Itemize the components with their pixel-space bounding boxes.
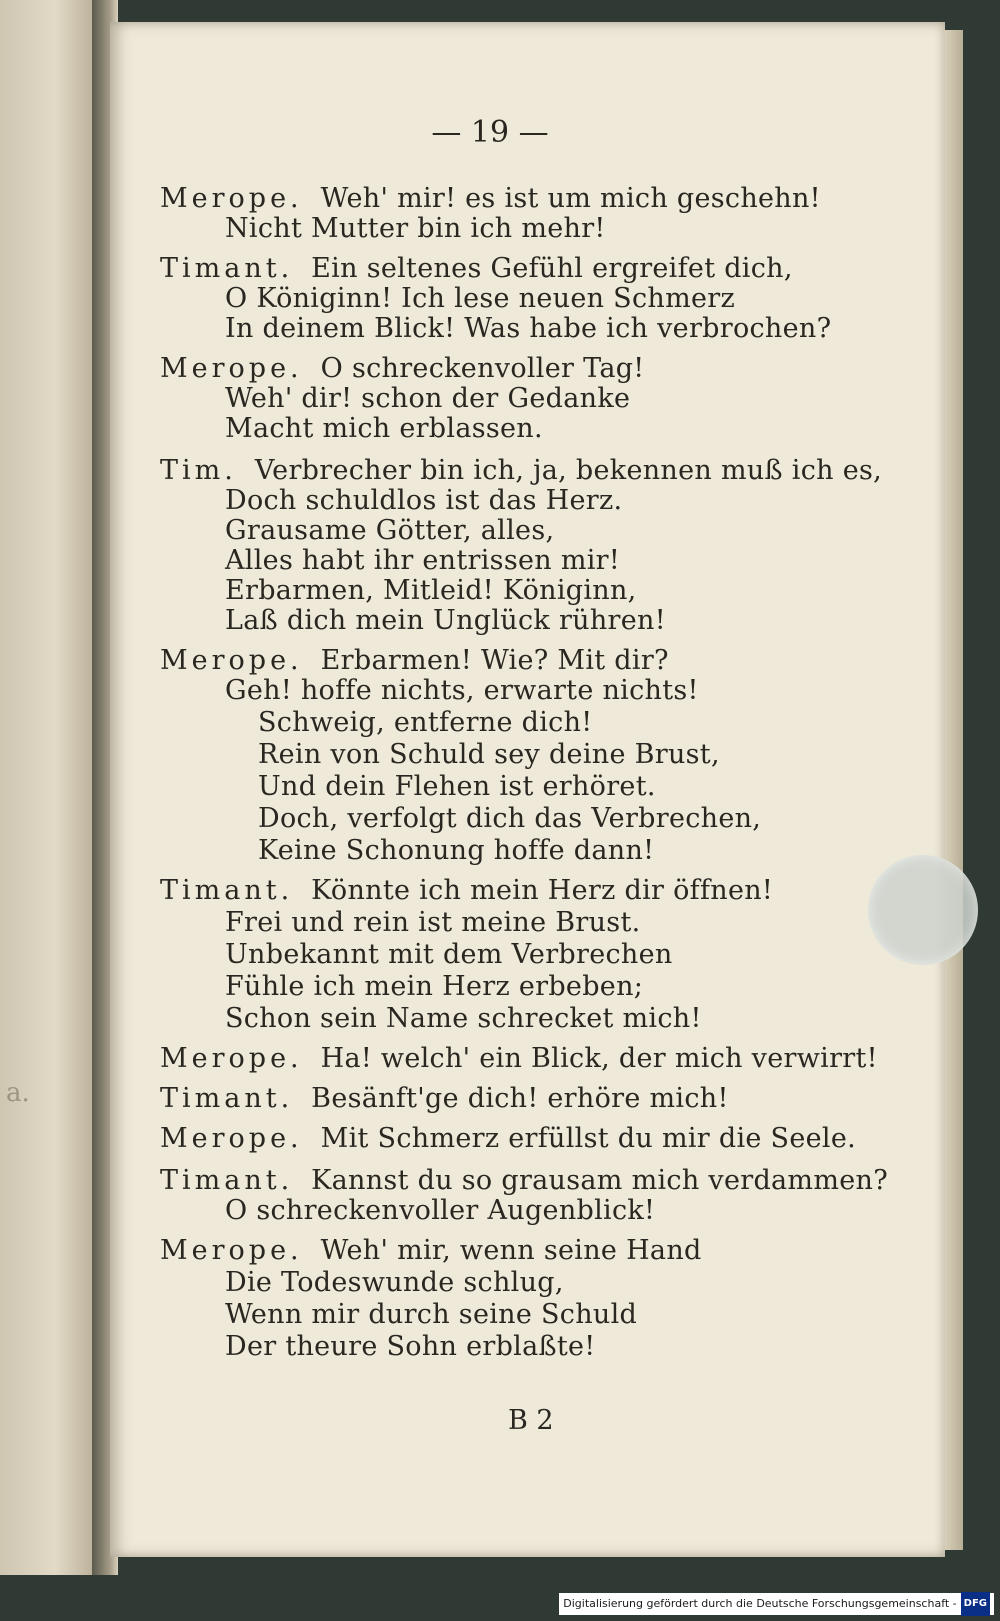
line-text: Und dein Flehen ist erhöret. <box>258 771 656 802</box>
dialogue-line <box>225 1003 702 1034</box>
page-clip <box>868 855 978 965</box>
dialogue-line <box>160 1123 856 1154</box>
line-text: Weh' mir, wenn seine Hand <box>320 1235 702 1266</box>
line-text: Ein seltenes Gefühl ergreifet dich, <box>311 253 793 284</box>
page-number: — 19 — <box>431 115 549 150</box>
dialogue-line <box>225 675 699 706</box>
line-text: Geh! hoffe nichts, erwarte nichts! <box>225 675 699 706</box>
left-page <box>0 0 92 1575</box>
dialogue-line <box>258 739 720 770</box>
line-text: Der theure Sohn erblaßte! <box>225 1331 596 1362</box>
dialogue-line <box>225 971 643 1002</box>
line-text: Doch, verfolgt dich das Verbrechen, <box>258 803 762 834</box>
speaker-name: Merope. <box>160 183 303 214</box>
line-text: Schweig, entferne dich! <box>258 707 593 738</box>
speaker-name: Merope. <box>160 1235 303 1266</box>
dialogue-line <box>225 575 637 606</box>
speaker-name: Timant. <box>160 253 294 284</box>
footer-text: Digitalisierung gefördert durch die Deutsche Forschungsgemeinschaft - <box>563 1597 957 1610</box>
dialogue-line <box>258 803 761 834</box>
line-text: In deinem Blick! Was habe ich verbrochen? <box>225 313 832 344</box>
dialogue-line <box>160 353 644 384</box>
dialogue-line <box>160 253 793 284</box>
line-text: Könnte ich mein Herz dir öffnen! <box>311 875 774 906</box>
signature-mark: B 2 <box>508 1405 554 1436</box>
line-text: Die Todeswunde schlug, <box>225 1267 564 1298</box>
dialogue-line <box>225 485 622 516</box>
line-text: Wenn mir durch seine Schuld <box>225 1299 638 1330</box>
line-text: Ha! welch' ein Blick, der mich verwirrt! <box>320 1043 878 1074</box>
line-text: Rein von Schuld sey deine Brust, <box>258 739 720 770</box>
speaker-name: Tim. <box>160 455 237 486</box>
line-text: Laß dich mein Unglück rühren! <box>225 605 666 636</box>
page-edge <box>945 30 963 1550</box>
dialogue-line <box>225 413 543 444</box>
speaker-name: Merope. <box>160 353 303 384</box>
dialogue-line <box>225 213 606 244</box>
line-text: O schreckenvoller Augenblick! <box>225 1195 656 1226</box>
line-text: O Königinn! Ich lese neuen Schmerz <box>225 283 735 314</box>
dialogue-line <box>160 1235 702 1266</box>
dialogue-line <box>160 645 669 676</box>
dialogue-line <box>258 771 656 802</box>
dialogue-line <box>160 455 882 486</box>
dialogue-line <box>225 907 641 938</box>
left-page-fragment: a. <box>6 1078 30 1108</box>
line-text: O schreckenvoller Tag! <box>320 353 645 384</box>
dialogue-line <box>225 313 831 344</box>
line-text: Besänft'ge dich! erhöre mich! <box>311 1083 729 1114</box>
line-text: Mit Schmerz erfüllst du mir die Seele. <box>320 1123 856 1154</box>
dialogue-line <box>258 707 592 738</box>
speaker-name: Timant. <box>160 875 294 906</box>
line-text: Fühle ich mein Herz erbeben; <box>225 971 644 1002</box>
speaker-name: Timant. <box>160 1083 294 1114</box>
line-text: Erbarmen, Mitleid! Königinn, <box>225 575 637 606</box>
dialogue-line <box>225 605 666 636</box>
line-text: Alles habt ihr entrissen mir! <box>225 545 621 576</box>
speaker-name: Merope. <box>160 1043 303 1074</box>
line-text: Weh' dir! schon der Gedanke <box>225 383 631 414</box>
dialogue-line <box>258 835 654 866</box>
line-text: Kannst du so grausam mich verdammen? <box>311 1165 888 1196</box>
dialogue-line <box>225 1331 595 1362</box>
dialogue-line <box>160 875 773 906</box>
line-text: Keine Schonung hoffe dann! <box>258 835 655 866</box>
line-text: Nicht Mutter bin ich mehr! <box>225 213 606 244</box>
dialogue-line <box>160 183 821 214</box>
dialogue-line <box>160 1043 878 1074</box>
line-text: Doch schuldlos ist das Herz. <box>225 485 623 516</box>
dialogue-line <box>225 283 735 314</box>
digitization-footer <box>559 1593 994 1615</box>
line-text: Verbrecher bin ich, ja, bekennen muß ich es, <box>254 455 883 486</box>
dfg-logo: DFG <box>961 1592 990 1616</box>
line-text: Unbekannt mit dem Verbrechen <box>225 939 673 970</box>
line-text: Weh' mir! es ist um mich geschehn! <box>320 183 821 214</box>
line-text: Grausame Götter, alles, <box>225 515 555 546</box>
speaker-name: Merope. <box>160 645 303 676</box>
dialogue-line <box>225 383 630 414</box>
dialogue-line <box>225 1195 655 1226</box>
line-text: Macht mich erblassen. <box>225 413 543 444</box>
speaker-name: Merope. <box>160 1123 303 1154</box>
line-text: Schon sein Name schrecket mich! <box>225 1003 702 1034</box>
dialogue-line <box>225 1267 564 1298</box>
dialogue-line <box>225 939 673 970</box>
dialogue-line <box>225 545 620 576</box>
line-text: Frei und rein ist meine Brust. <box>225 907 641 938</box>
dialogue-line <box>225 1299 637 1330</box>
dialogue-line <box>160 1165 888 1196</box>
dialogue-line <box>160 1083 729 1114</box>
line-text: Erbarmen! Wie? Mit dir? <box>320 645 669 676</box>
speaker-name: Timant. <box>160 1165 294 1196</box>
dialogue-line <box>225 515 554 546</box>
